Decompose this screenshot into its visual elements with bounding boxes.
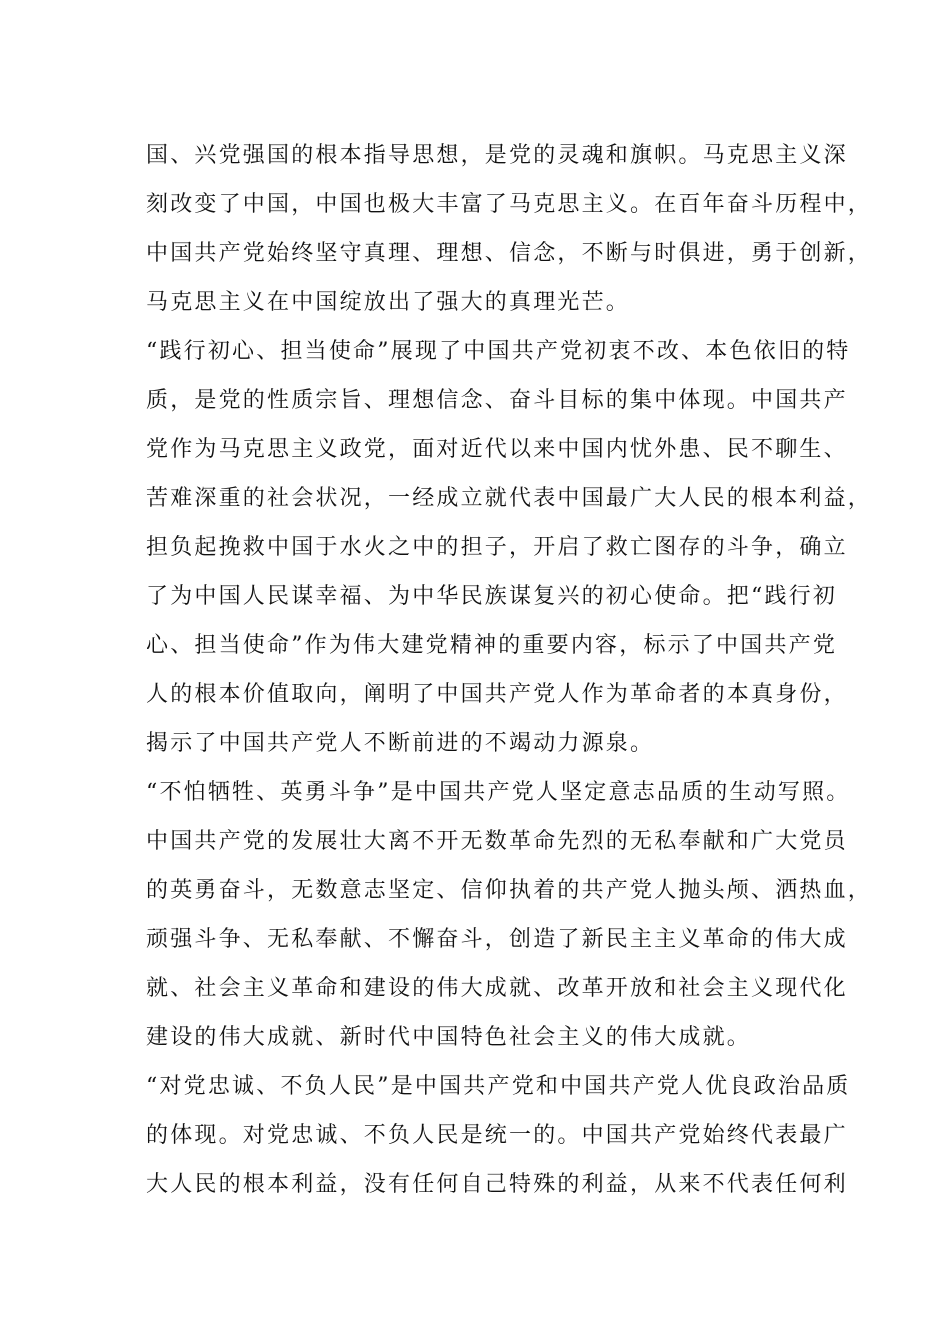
- text-line: “践行初心、担当使命”展现了中国共产党初衷不改、本色依旧的特: [146, 339, 851, 364]
- text-line: 了为中国人民谋幸福、为中华民族谋复兴的初心使命。把“践行初: [146, 584, 838, 609]
- text-line: 就、社会主义革命和建设的伟大成就、改革开放和社会主义现代化: [146, 976, 848, 1001]
- text-line: 党作为马克思主义政党，面对近代以来中国内忧外患、民不聊生、: [146, 437, 848, 462]
- text-line: 人的根本价值取向，阐明了中国共产党人作为革命者的本真身份，: [146, 682, 848, 707]
- text-line: 刻改变了中国，中国也极大丰富了马克思主义。在百年奋斗历程中，: [146, 192, 873, 217]
- body-text: [146, 131, 873, 1209]
- text-line: 建设的伟大成就、新时代中国特色社会主义的伟大成就。: [146, 1025, 752, 1050]
- text-line: “不怕牺牲、英勇斗争”是中国共产党人坚定意志品质的生动写照。: [146, 780, 851, 805]
- text-line: 的体现。对党忠诚、不负人民是统一的。中国共产党始终代表最广: [146, 1123, 848, 1148]
- text-line: 中国共产党始终坚守真理、理想、信念，不断与时俱进，勇于创新，: [146, 241, 873, 266]
- text-line: 大人民的根本利益，没有任何自己特殊的利益，从来不代表任何利: [146, 1172, 848, 1197]
- text-line: 苦难深重的社会状况，一经成立就代表中国最广大人民的根本利益，: [146, 486, 873, 511]
- text-line: 质，是党的性质宗旨、理想信念、奋斗目标的集中体现。中国共产: [146, 388, 848, 413]
- text-line: 马克思主义在中国绽放出了强大的真理光芒。: [146, 290, 631, 315]
- text-line: 揭示了中国共产党人不断前进的不竭动力源泉。: [146, 731, 655, 756]
- text-line: 担负起挽救中国于水火之中的担子，开启了救亡图存的斗争，确立: [146, 535, 848, 560]
- text-line: 心、担当使命”作为伟大建党精神的重要内容，标示了中国共产党: [146, 633, 838, 658]
- text-line: 国、兴党强国的根本指导思想，是党的灵魂和旗帜。马克思主义深: [146, 143, 848, 168]
- text-line: 中国共产党的发展壮大离不开无数革命先烈的无私奉献和广大党员: [146, 829, 848, 854]
- text-line: 的英勇奋斗，无数意志坚定、信仰执着的共产党人抛头颅、洒热血，: [146, 878, 873, 903]
- text-line: 顽强斗争、无私奉献、不懈奋斗，创造了新民主主义革命的伟大成: [146, 927, 848, 952]
- text-line: “对党忠诚、不负人民”是中国共产党和中国共产党人优良政治品质: [146, 1074, 851, 1099]
